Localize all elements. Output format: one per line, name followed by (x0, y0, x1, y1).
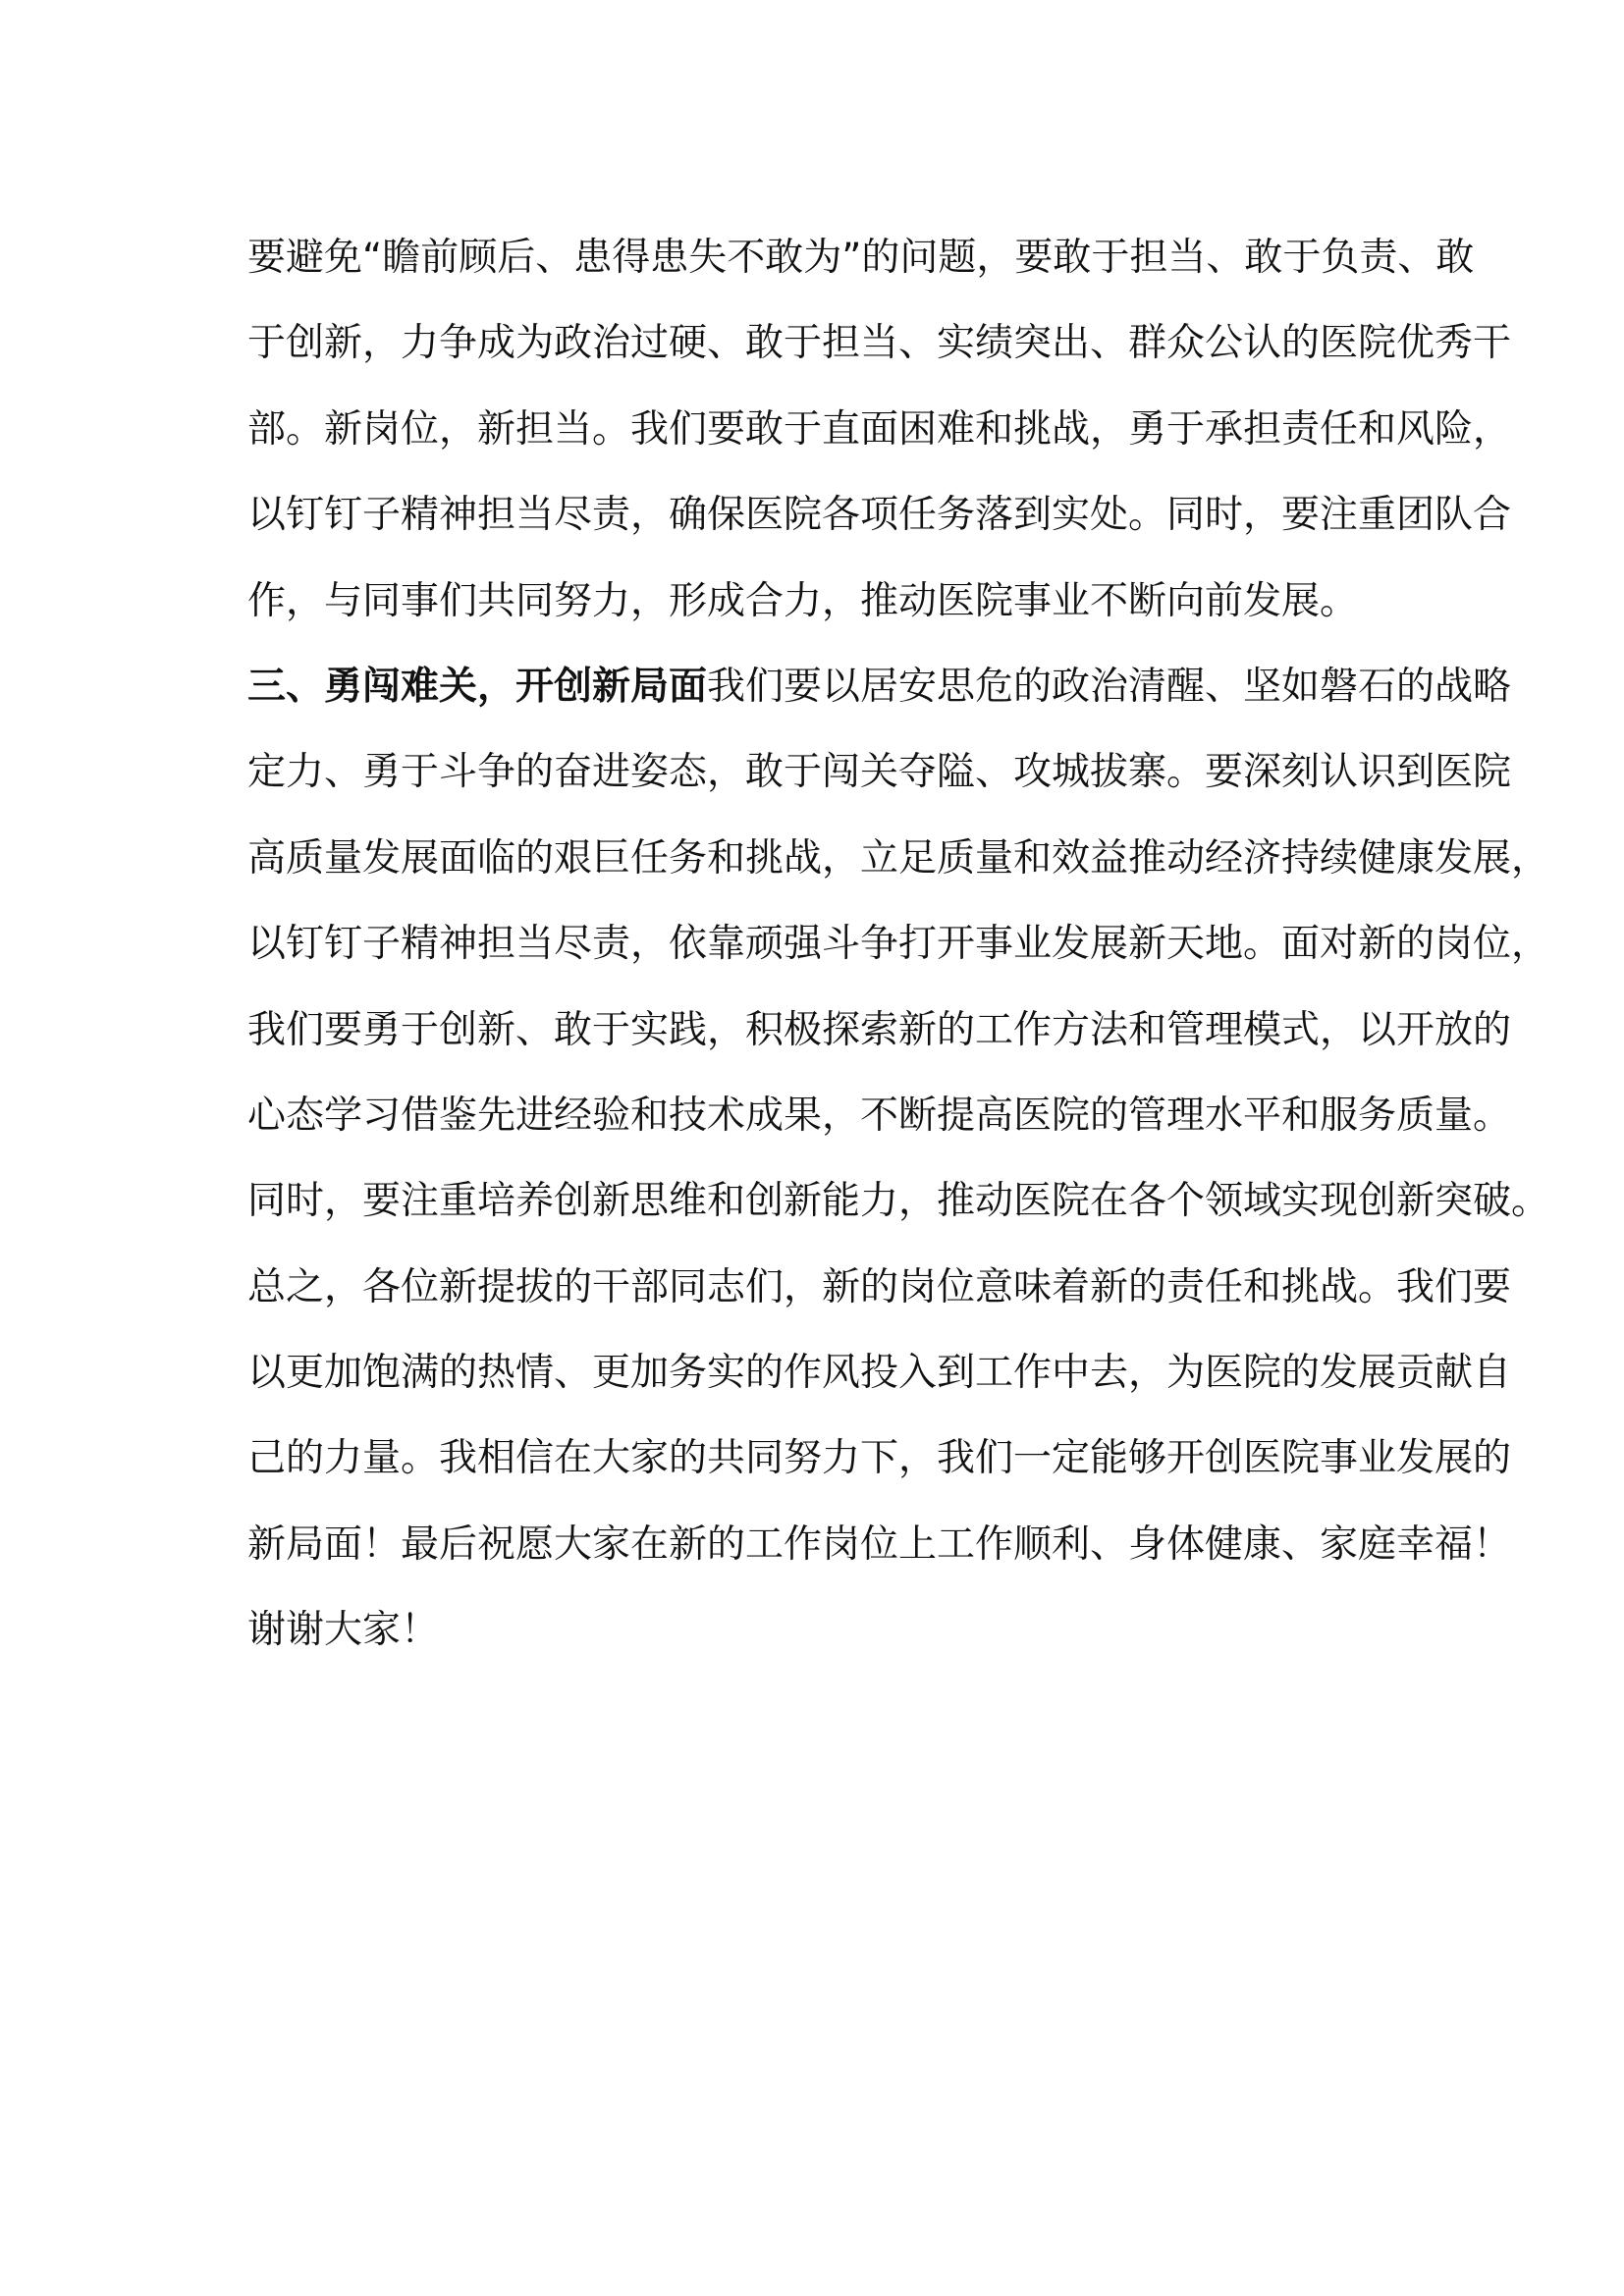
closing-line: 谢谢大家！ (247, 1608, 440, 1653)
text-line: 以钉钉子精神担当尽责，确保医院各项任务落到实处。同时，要注重团队合 (247, 493, 1512, 538)
text-line: 新局面！最后祝愿大家在新的工作岗位上工作顺利、身体健康、家庭幸福！ (247, 1522, 1512, 1567)
text-line: 同时，要注重培养创新思维和创新能力，推动医院在各个领域实现创新突破。 (247, 1179, 1550, 1224)
section-3-first-line (247, 644, 1512, 729)
section-3-heading: 三、勇闯难关，开创新局面 (247, 664, 708, 709)
section-3-text: 我们要以居安思危的政治清醒、坚如磐石的战略 (707, 664, 1512, 709)
text-line: 作，与同事们共同努力，形成合力，推动医院事业不断向前发展。 (247, 578, 1359, 623)
text-line: 我们要勇于创新、敢于实践，积极探索新的工作方法和管理模式，以开放的 (247, 1007, 1512, 1052)
text-line: 高质量发展面临的艰巨任务和挑战，立足质量和效益推动经济持续健康发展， (247, 835, 1550, 881)
text-line: 己的力量。我相信在大家的共同努力下，我们一定能够开创医院事业发展的 (247, 1436, 1512, 1481)
text-line: 总之，各位新提拔的干部同志们，新的岗位意味着新的责任和挑战。我们要 (247, 1264, 1512, 1309)
text-line: 要避免“瞻前顾后、患得患失不敢为”的问题，要敢于担当、敢于负责、敢 (247, 236, 1475, 280)
text-line: 定力、勇于斗争的奋进姿态，敢于闯关夺隘、攻城拔寨。要深刻认识到医院 (247, 750, 1512, 795)
text-line: 以钉钉子精神担当尽责，依靠顽强斗争打开事业发展新天地。面对新的岗位， (247, 922, 1550, 967)
body-text (247, 215, 1550, 1674)
text-line: 于创新，力争成为政治过硬、敢于担当、实绩突出、群众公认的医院优秀干 (247, 321, 1512, 366)
text-line: 心态学习借鉴先进经验和技术成果，不断提高医院的管理水平和服务质量。 (247, 1093, 1512, 1138)
text-line: 以更加饱满的热情、更加务实的作风投入到工作中去，为医院的发展贡献自 (247, 1351, 1512, 1396)
text-line: 部。新岗位，新担当。我们要敢于直面困难和挑战，勇于承担责任和风险， (247, 406, 1512, 452)
